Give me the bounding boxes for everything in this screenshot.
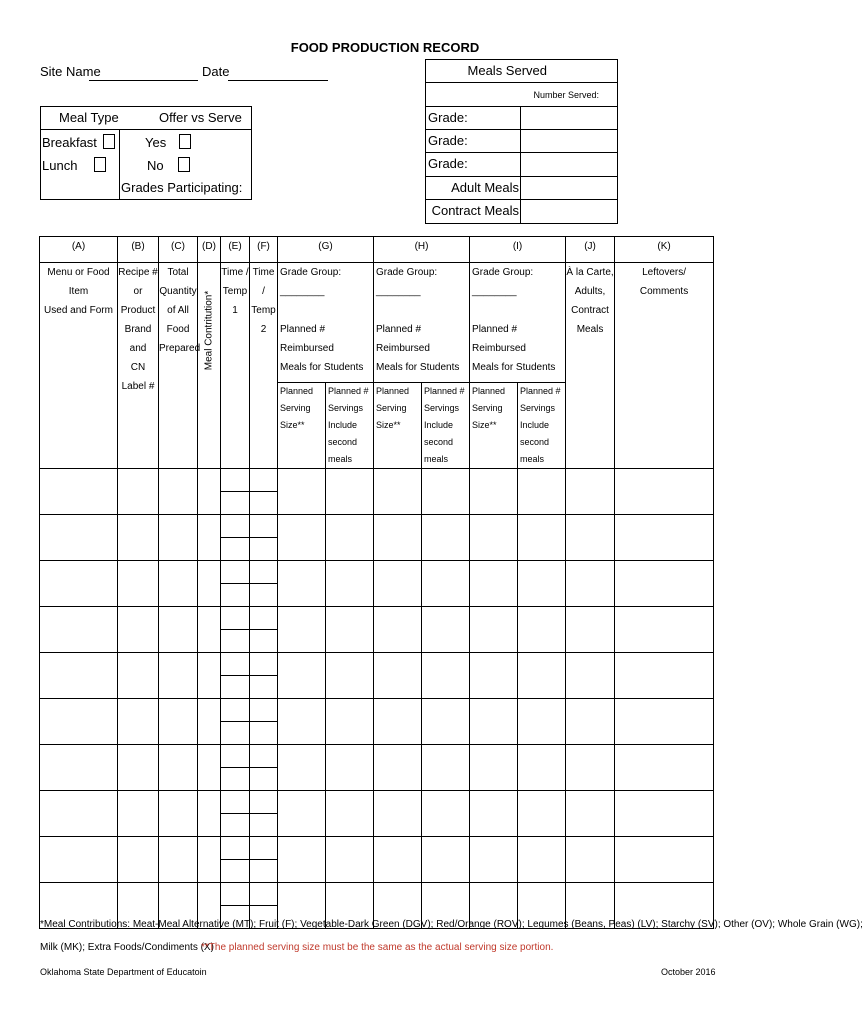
entry-cell[interactable]: [278, 745, 326, 791]
entry-cell[interactable]: [250, 676, 278, 699]
entry-cell[interactable]: [198, 653, 221, 699]
table-row: [40, 791, 714, 814]
entry-cell[interactable]: [118, 469, 159, 515]
entry-cell[interactable]: [250, 630, 278, 653]
entry-cell[interactable]: [470, 469, 518, 515]
entry-cell[interactable]: [615, 561, 714, 607]
entry-cell[interactable]: [118, 745, 159, 791]
entry-cell[interactable]: [615, 653, 714, 699]
entry-cell[interactable]: [422, 469, 470, 515]
entry-cell[interactable]: [470, 745, 518, 791]
entry-cell[interactable]: [221, 699, 250, 722]
serving-size-note: **The planned serving size must be the same as the actual serving size portion.: [201, 942, 554, 953]
entry-cell[interactable]: [159, 607, 198, 653]
entry-cell[interactable]: [250, 745, 278, 768]
entry-cell[interactable]: [518, 745, 566, 791]
entry-cell[interactable]: [40, 469, 118, 515]
table-row: [40, 515, 714, 538]
col-a-desc: Menu or Food Item Used and Form: [40, 263, 118, 469]
entry-cell[interactable]: [422, 837, 470, 883]
entry-cell[interactable]: [422, 515, 470, 561]
entry-cell[interactable]: [40, 837, 118, 883]
entry-cell[interactable]: [374, 607, 422, 653]
entry-cell[interactable]: [374, 561, 422, 607]
entry-cell[interactable]: [221, 745, 250, 768]
entry-cell[interactable]: [221, 791, 250, 814]
entry-cell[interactable]: [250, 492, 278, 515]
col-f-desc: Time / Temp 2: [250, 263, 278, 469]
g-serving-size: Planned Serving Size**: [278, 383, 326, 469]
col-c-desc: Total Quantity of All Food Prepared: [159, 263, 198, 469]
entry-cell[interactable]: [470, 653, 518, 699]
entry-cell[interactable]: [326, 469, 374, 515]
entry-cell[interactable]: [250, 722, 278, 745]
entry-cell[interactable]: [40, 607, 118, 653]
entry-cell[interactable]: [422, 607, 470, 653]
entry-cell[interactable]: [221, 722, 250, 745]
col-g-desc: Grade Group: ________ Planned # Reimbursed Meals for Students: [278, 263, 374, 383]
entry-cell[interactable]: [198, 791, 221, 837]
col-c: (C): [159, 237, 198, 263]
entry-cell[interactable]: [40, 561, 118, 607]
entry-cell[interactable]: [374, 745, 422, 791]
entry-cell[interactable]: [470, 561, 518, 607]
yes-checkbox[interactable]: [179, 134, 191, 149]
meal-contribution-label: Meal Contritution*: [203, 290, 215, 371]
site-name-field[interactable]: [89, 64, 198, 81]
entry-cell[interactable]: [250, 469, 278, 492]
entry-cell[interactable]: [566, 515, 615, 561]
entry-cell[interactable]: [118, 791, 159, 837]
entry-cell[interactable]: [518, 469, 566, 515]
entry-cell[interactable]: [278, 653, 326, 699]
col-f: (F): [250, 237, 278, 263]
entry-cell[interactable]: [118, 699, 159, 745]
entry-cell[interactable]: [374, 515, 422, 561]
grade-row-2: Grade:: [428, 133, 468, 148]
entry-cell[interactable]: [422, 745, 470, 791]
entry-cell[interactable]: [250, 515, 278, 538]
production-table: [39, 236, 714, 929]
entry-cell[interactable]: [278, 515, 326, 561]
entry-cell[interactable]: [40, 745, 118, 791]
entry-cell[interactable]: [250, 883, 278, 906]
entry-cell[interactable]: [221, 860, 250, 883]
col-a: (A): [40, 237, 118, 263]
entry-cell[interactable]: [278, 837, 326, 883]
col-e: (E): [221, 237, 250, 263]
contributions-legend-2: Milk (MK); Extra Foods/Condiments (X): [40, 942, 214, 953]
entry-cell[interactable]: [278, 561, 326, 607]
entry-cell[interactable]: [566, 745, 615, 791]
entry-cell[interactable]: [615, 469, 714, 515]
entry-cell[interactable]: [221, 584, 250, 607]
entry-cell[interactable]: [422, 791, 470, 837]
entry-cell[interactable]: [422, 699, 470, 745]
date-label: Date: [202, 64, 230, 79]
table-row: [40, 883, 714, 906]
entry-cell[interactable]: [566, 607, 615, 653]
col-j: (J): [566, 237, 615, 263]
entry-cell[interactable]: [40, 515, 118, 561]
entry-cell[interactable]: [118, 561, 159, 607]
col-h-desc: Grade Group: ________ Planned # Reimbursed Meals for Students: [374, 263, 470, 383]
entry-cell[interactable]: [470, 791, 518, 837]
i-servings: Planned # Servings Include second meals: [518, 383, 566, 469]
entry-cell[interactable]: [221, 814, 250, 837]
entry-cell[interactable]: [326, 561, 374, 607]
entry-cell[interactable]: [221, 653, 250, 676]
entry-cell[interactable]: [198, 607, 221, 653]
entry-cell[interactable]: [566, 653, 615, 699]
no-checkbox[interactable]: [178, 157, 190, 172]
entry-cell[interactable]: [615, 515, 714, 561]
entry-cell[interactable]: [615, 837, 714, 883]
entry-cell[interactable]: [159, 653, 198, 699]
site-name-label: Site Name: [40, 64, 101, 79]
col-k-desc: Leftovers/ Comments: [615, 263, 714, 469]
page-title: FOOD PRODUCTION RECORD: [290, 40, 480, 55]
col-g: (G): [278, 237, 374, 263]
entry-cell[interactable]: [250, 561, 278, 584]
col-h: (H): [374, 237, 470, 263]
entry-cell[interactable]: [470, 699, 518, 745]
entry-cell[interactable]: [518, 791, 566, 837]
i-serving-size: Planned Serving Size**: [470, 383, 518, 469]
contract-meals-label: Contract Meals: [431, 203, 519, 218]
date-field[interactable]: [228, 64, 328, 81]
col-b-desc: Recipe # or Product Brand and CN Label #: [118, 263, 159, 469]
entry-cell[interactable]: [40, 791, 118, 837]
entry-cell[interactable]: [326, 653, 374, 699]
entry-cell[interactable]: [221, 883, 250, 906]
entry-cell[interactable]: [566, 561, 615, 607]
entry-cell[interactable]: [518, 699, 566, 745]
meal-type-header: Meal Type: [59, 110, 119, 125]
entry-cell[interactable]: [118, 837, 159, 883]
entry-cell[interactable]: [374, 469, 422, 515]
col-d-desc: [198, 263, 221, 469]
number-served-label: Number Served:: [533, 90, 599, 100]
entry-cell[interactable]: [374, 837, 422, 883]
entry-cell[interactable]: [518, 607, 566, 653]
meals-served-box: [425, 59, 618, 224]
entry-cell[interactable]: [40, 699, 118, 745]
entry-cell[interactable]: [250, 837, 278, 860]
entry-cell[interactable]: [198, 469, 221, 515]
entry-cell[interactable]: [221, 561, 250, 584]
col-j-desc: À la Carte, Adults, Contract Meals: [566, 263, 615, 469]
entry-cell[interactable]: [615, 699, 714, 745]
entry-cell[interactable]: [566, 837, 615, 883]
table-row: [40, 699, 714, 722]
entry-cell[interactable]: [278, 699, 326, 745]
entry-cell[interactable]: [221, 837, 250, 860]
col-i: (I): [470, 237, 566, 263]
adult-meals-label: Adult Meals: [451, 180, 519, 195]
entry-cell[interactable]: [118, 515, 159, 561]
table-row: [40, 837, 714, 860]
entry-cell[interactable]: [518, 653, 566, 699]
entry-cell[interactable]: [470, 515, 518, 561]
grade-row-1: Grade:: [428, 110, 468, 125]
contributions-legend: *Meal Contributions: Meat-Meal Alternative (MT); Fruit (F); Vegetable-Dark Green (DGV); Red/Orange (ROV); Legumes (Beans, Peas) (LV); Starchy (SV); Other (OV); Whole Grain (WG);: [40, 919, 863, 930]
entry-cell[interactable]: [518, 561, 566, 607]
table-row: [40, 745, 714, 768]
entry-cell[interactable]: [198, 699, 221, 745]
entry-cell[interactable]: [250, 653, 278, 676]
entry-cell[interactable]: [250, 768, 278, 791]
form-date: October 2016: [661, 967, 716, 977]
entry-cell[interactable]: [221, 630, 250, 653]
entry-cell[interactable]: [326, 515, 374, 561]
col-i-desc: Grade Group: ________ Planned # Reimbursed Meals for Students: [470, 263, 566, 383]
entry-cell[interactable]: [40, 653, 118, 699]
meals-served-title: Meals Served: [467, 63, 547, 78]
entry-cell[interactable]: [221, 515, 250, 538]
entry-cell[interactable]: [118, 607, 159, 653]
meal-type-box: [40, 106, 252, 200]
g-servings: Planned # Servings Include second meals: [326, 383, 374, 469]
breakfast-checkbox[interactable]: [103, 134, 115, 149]
entry-cell[interactable]: [374, 791, 422, 837]
entry-cell[interactable]: [221, 469, 250, 492]
entry-cell[interactable]: [615, 607, 714, 653]
entry-cell[interactable]: [374, 699, 422, 745]
entry-cell[interactable]: [250, 699, 278, 722]
entry-cell[interactable]: [250, 791, 278, 814]
entry-cell[interactable]: [422, 653, 470, 699]
entry-cell[interactable]: [221, 676, 250, 699]
breakfast-label: Breakfast: [42, 135, 97, 150]
entry-cell[interactable]: [198, 745, 221, 791]
entry-cell[interactable]: [250, 584, 278, 607]
entry-cell[interactable]: [159, 561, 198, 607]
entry-cell[interactable]: [566, 699, 615, 745]
no-label: No: [147, 158, 164, 173]
entry-cell[interactable]: [250, 607, 278, 630]
entry-cell[interactable]: [470, 607, 518, 653]
entry-cell[interactable]: [278, 607, 326, 653]
entry-cell[interactable]: [470, 837, 518, 883]
entry-cell[interactable]: [518, 515, 566, 561]
entry-cell[interactable]: [250, 860, 278, 883]
offer-vs-serve-header: Offer vs Serve: [159, 110, 242, 125]
h-servings: Planned # Servings Include second meals: [422, 383, 470, 469]
entry-cell[interactable]: [566, 469, 615, 515]
entry-cell[interactable]: [198, 515, 221, 561]
table-row: [40, 607, 714, 630]
entry-cell[interactable]: [118, 653, 159, 699]
col-e-desc: Time / Temp 1: [221, 263, 250, 469]
entry-cell[interactable]: [159, 745, 198, 791]
grade-row-3: Grade:: [428, 156, 468, 171]
entry-cell[interactable]: [159, 515, 198, 561]
entry-cell[interactable]: [326, 607, 374, 653]
table-row: [40, 469, 714, 492]
entry-cell[interactable]: [159, 837, 198, 883]
lunch-label: Lunch: [42, 158, 78, 173]
department-name: Oklahoma State Department of Educatoin: [40, 967, 207, 977]
h-serving-size: Planned Serving Size**: [374, 383, 422, 469]
entry-cell[interactable]: [326, 745, 374, 791]
entry-cell[interactable]: [615, 745, 714, 791]
entry-cell[interactable]: [326, 699, 374, 745]
table-row: [40, 653, 714, 676]
entry-cell[interactable]: [250, 814, 278, 837]
col-d: (D): [198, 237, 221, 263]
entry-cell[interactable]: [566, 791, 615, 837]
entry-cell[interactable]: [518, 837, 566, 883]
col-b: (B): [118, 237, 159, 263]
entry-cell[interactable]: [159, 699, 198, 745]
yes-label: Yes: [145, 135, 167, 150]
entry-cell[interactable]: [326, 791, 374, 837]
entry-cell[interactable]: [422, 561, 470, 607]
entry-cell[interactable]: [221, 492, 250, 515]
col-k: (K): [615, 237, 714, 263]
entry-cell[interactable]: [326, 837, 374, 883]
entry-cell[interactable]: [374, 653, 422, 699]
entry-cell[interactable]: [198, 837, 221, 883]
entry-cell[interactable]: [278, 469, 326, 515]
entry-cell[interactable]: [250, 538, 278, 561]
entry-cell[interactable]: [221, 538, 250, 561]
entry-cell[interactable]: [159, 791, 198, 837]
entry-cell[interactable]: [615, 791, 714, 837]
entry-cell[interactable]: [278, 791, 326, 837]
entry-cell[interactable]: [159, 469, 198, 515]
lunch-checkbox[interactable]: [94, 157, 106, 172]
grades-participating-label: Grades Participating:: [121, 180, 243, 195]
entry-cell[interactable]: [198, 561, 221, 607]
entry-cell[interactable]: [221, 768, 250, 791]
entry-cell[interactable]: [221, 607, 250, 630]
table-row: [40, 561, 714, 584]
